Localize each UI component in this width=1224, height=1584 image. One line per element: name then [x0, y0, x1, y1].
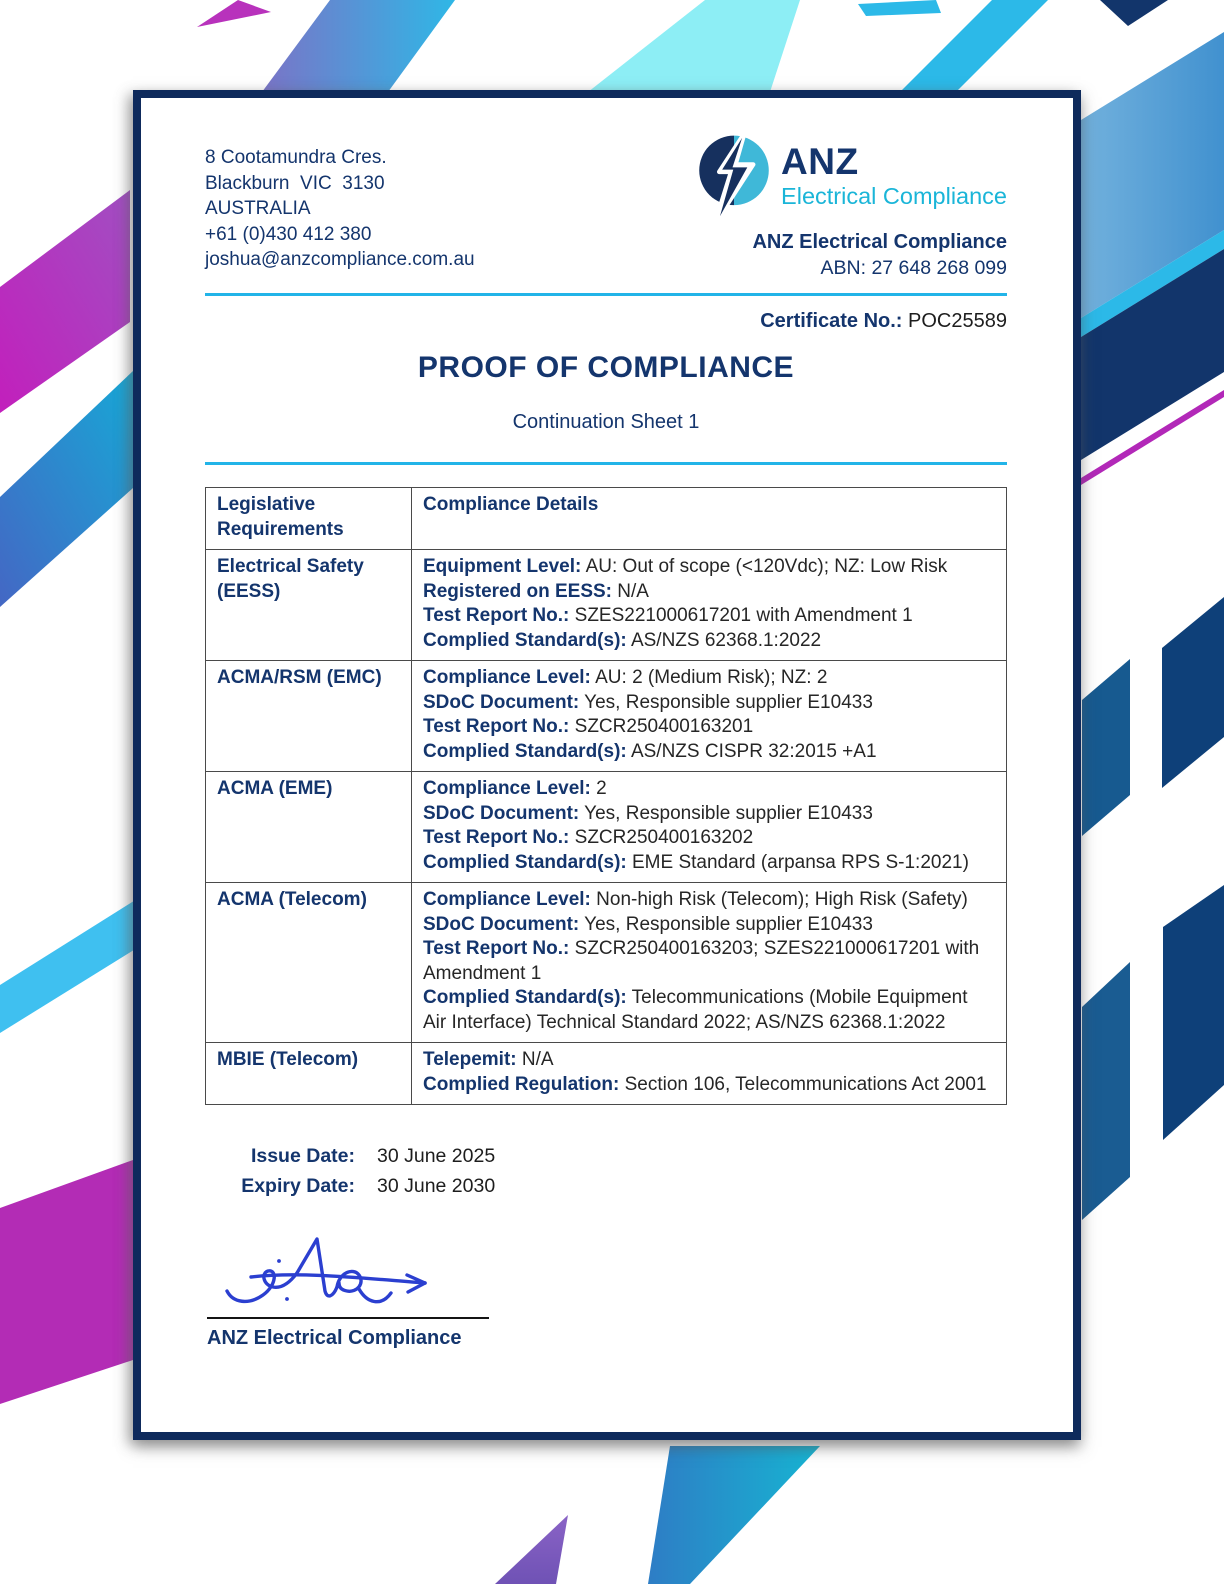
detail-label: Complied Standard(s): [423, 740, 627, 762]
table-row [206, 550, 1007, 661]
logo-text-electrical-compliance: Electrical Compliance [781, 183, 1007, 209]
logo-lockup [697, 133, 1007, 227]
detail-line: Compliance Level: AU: 2 (Medium Risk); NZ: 2 [423, 667, 828, 688]
address-line: +61 (0)430 412 380 [205, 223, 372, 245]
certificate-number-line [205, 310, 1007, 333]
ribbon-left-bottom-magenta-band [0, 1160, 133, 1404]
company-abn: ABN: 27 648 268 099 [820, 257, 1007, 279]
detail-label: Registered on EESS: [423, 580, 612, 602]
lightning-bolt-logo-icon [697, 133, 771, 227]
table-row [206, 661, 1007, 772]
ribbon-right-blue-bar-2 [1082, 962, 1130, 1220]
certificate-number-value: POC25589 [908, 310, 1007, 332]
ribbon-right-navy-bar-1 [1162, 597, 1224, 788]
logo-text-anz: ANZ [781, 141, 859, 182]
detail-line: SDoC Document: Yes, Responsible supplier E10433 [423, 691, 873, 713]
address-line: AUSTRALIA [205, 198, 311, 219]
title-divider-rule [205, 462, 1007, 465]
ribbon-top-cyan-band [900, 0, 1048, 92]
detail-line: Compliance Level: 2 [423, 778, 607, 799]
ribbon-topright-navy-sliver [1100, 0, 1168, 26]
issue-date-label: Issue Date: [250, 1145, 355, 1167]
detail-label: Complied Standard(s): [423, 987, 627, 1008]
compliance-details-cell [412, 550, 1007, 661]
table-header-row [206, 488, 1007, 550]
ribbon-bottom-purple-triangle [495, 1515, 568, 1584]
document-title: PROOF OF COMPLIANCE [417, 351, 795, 384]
expiry-date-row [205, 1171, 1007, 1201]
detail-label: Test Report No.: [423, 716, 570, 737]
detail-line: Complied Regulation: Section 106, Telecommunications Act 2001 [423, 1073, 987, 1095]
table-row [206, 1043, 1007, 1105]
ribbon-top-magenta-triangle [197, 0, 271, 27]
detail-line: Compliance Level: Non-high Risk (Telecom); High Risk (Safety) [423, 889, 968, 910]
signature-line [207, 1317, 489, 1319]
requirement-cell: MBIE (Telecom) [206, 1043, 412, 1105]
address-line: Blackburn VIC 3130 [205, 172, 385, 194]
ribbon-left-magenta-band [0, 190, 130, 413]
detail-line: Complied Standard(s): EME Standard (arpansa RPS S-1:2021) [423, 851, 969, 873]
detail-line: Equipment Level: AU: Out of scope (<120Vdc); NZ: Low Risk [423, 556, 948, 577]
ribbon-top-cyan-sliver [858, 0, 941, 16]
address-line: 8 Cootamundra Cres. [205, 147, 387, 168]
compliance-details-cell [412, 772, 1007, 883]
detail-label: Complied Standard(s): [423, 851, 627, 873]
compliance-table [205, 487, 1007, 1105]
detail-label: Telepemit: [423, 1049, 517, 1070]
detail-line: Registered on EESS: N/A [423, 580, 649, 602]
detail-label: Test Report No.: [423, 827, 570, 848]
detail-label: Compliance Level: [423, 778, 591, 799]
requirement-cell: ACMA/RSM (EMC) [206, 661, 412, 772]
detail-label: Complied Regulation: [423, 1073, 620, 1095]
detail-line: Test Report No.: SZCR250400163203; SZES221000617201 with Amendment 1 [423, 938, 980, 984]
ribbon-right-blue-bar-1 [1082, 659, 1130, 836]
address-line: joshua@anzcompliance.com.au [205, 249, 475, 270]
detail-line: Test Report No.: SZCR250400163202 [423, 827, 754, 848]
detail-label: Compliance Level: [423, 667, 591, 688]
detail-label: SDoC Document: [423, 691, 580, 713]
issue-date-row [205, 1141, 1007, 1171]
table-row [206, 772, 1007, 883]
expiry-date-value: 30 June 2030 [377, 1175, 496, 1197]
detail-line: SDoC Document: Yes, Responsible supplier E10433 [423, 802, 873, 824]
column-header-legislative-requirements: Legislative Requirements [206, 488, 412, 550]
ribbon-left-cyan-band [0, 899, 137, 1033]
certificate-page [133, 90, 1081, 1440]
signatory-name: ANZ Electrical Compliance [207, 1327, 462, 1349]
detail-label: Complied Standard(s): [423, 629, 627, 651]
certificate-number-label: Certificate No.: [760, 310, 903, 332]
detail-label: SDoC Document: [423, 802, 580, 824]
requirement-cell: Electrical Safety (EESS) [206, 550, 412, 661]
column-header-compliance-details: Compliance Details [412, 488, 1007, 550]
detail-line: Telepemit: N/A [423, 1049, 554, 1070]
detail-line: Test Report No.: SZES221000617201 with Amendment 1 [423, 605, 913, 626]
compliance-details-cell [412, 1043, 1007, 1105]
detail-label: Equipment Level: [423, 556, 582, 577]
letterhead [205, 141, 1007, 281]
issue-date-value: 30 June 2025 [377, 1145, 496, 1167]
logo-wordmark [781, 133, 1007, 211]
detail-line: Complied Standard(s): AS/NZS 62368.1:2022 [423, 629, 822, 651]
detail-line: Complied Standard(s): AS/NZS CISPR 32:2015 +A1 [423, 740, 877, 762]
detail-label: Test Report No.: [423, 938, 570, 959]
compliance-details-cell [412, 661, 1007, 772]
detail-line: Complied Standard(s): Telecommunications (Mobile Equipment Air Interface) Technical Standard 2022; AS/NZS 62368.1:2022 [423, 987, 968, 1033]
signature-block [207, 1235, 489, 1350]
expiry-date-label: Expiry Date: [241, 1175, 355, 1197]
compliance-details-cell [412, 883, 1007, 1043]
sender-address [205, 145, 475, 273]
dates-block [205, 1141, 1007, 1201]
ribbon-left-blue-band [0, 371, 133, 607]
handwritten-signature [221, 1235, 461, 1317]
ribbon-bottom-teal-triangle [648, 1446, 820, 1584]
detail-line: Test Report No.: SZCR250400163201 [423, 716, 754, 737]
requirement-cell: ACMA (Telecom) [206, 883, 412, 1043]
ribbon-top-palecyan-band [588, 0, 800, 92]
ribbon-top-blue-band [262, 0, 455, 92]
ribbon-right-navy-bar-2 [1163, 885, 1224, 1140]
company-name: ANZ Electrical Compliance [752, 231, 1007, 253]
detail-label: Test Report No.: [423, 605, 570, 626]
brand-block [697, 133, 1007, 281]
table-row [206, 883, 1007, 1043]
detail-line: SDoC Document: Yes, Responsible supplier E10433 [423, 913, 873, 935]
detail-label: SDoC Document: [423, 913, 580, 935]
detail-label: Compliance Level: [423, 889, 591, 910]
header-divider-rule [205, 293, 1007, 296]
document-subtitle: Continuation Sheet 1 [512, 411, 700, 433]
requirement-cell: ACMA (EME) [206, 772, 412, 883]
